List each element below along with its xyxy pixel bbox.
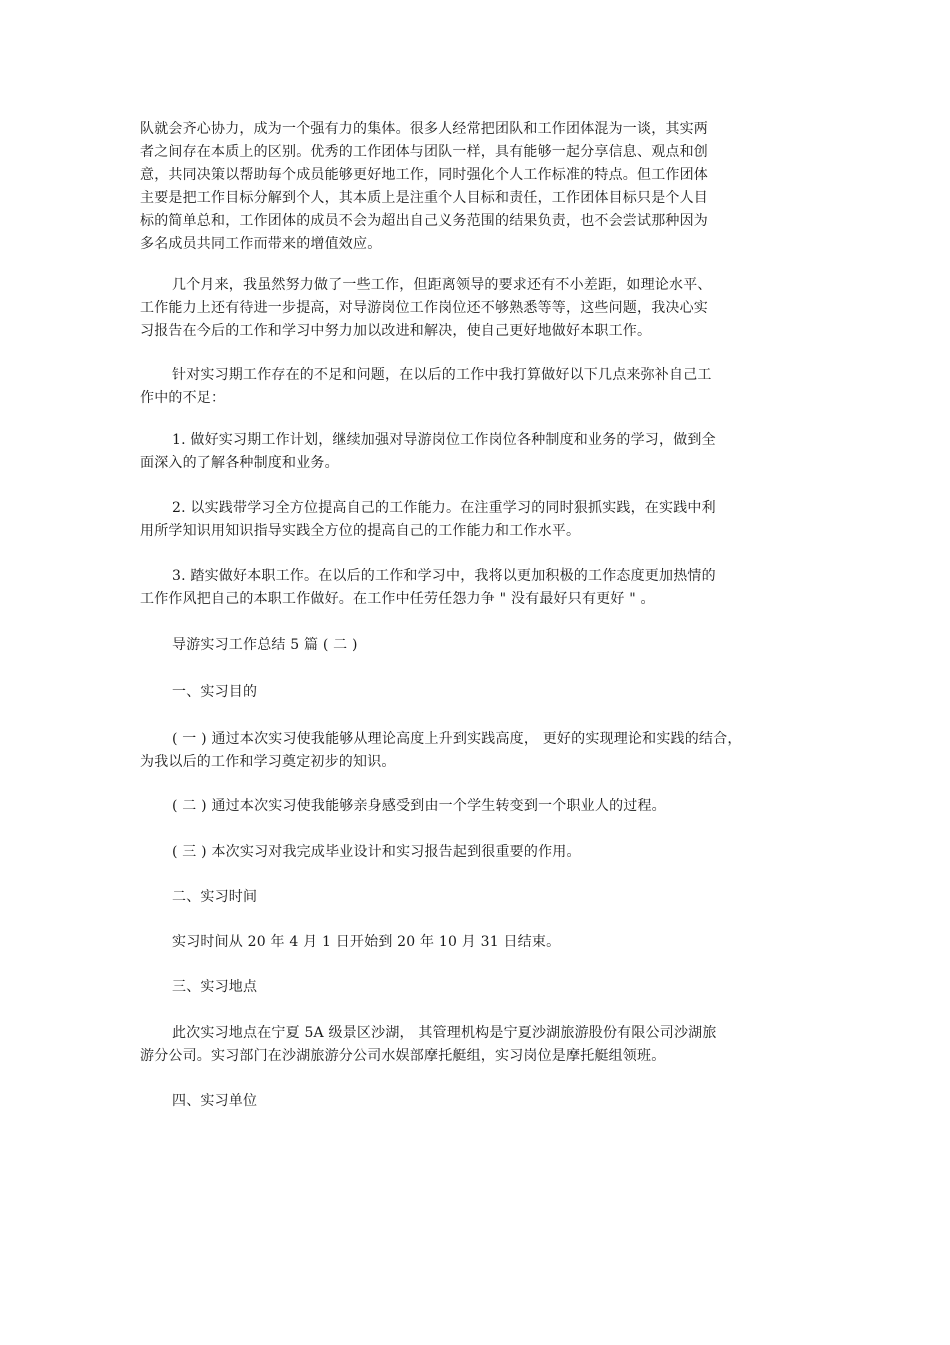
- paragraph-line: 实习时间从 20 年 4 月 1 日开始到 20 年 10 月 31 日结束。: [172, 934, 561, 950]
- paragraph-line: 此次实习地点在宁夏 5A 级景区沙湖， 其管理机构是宁夏沙湖旅游股份有限公司沙湖旅: [172, 1025, 717, 1041]
- paragraph-line: 针对实习期工作存在的不足和问题，在以后的工作中我打算做好以下几点来弥补自己工: [172, 367, 712, 383]
- section-heading: 一、实习目的: [172, 684, 258, 700]
- paragraph-line: 意，共同决策以帮助每个成员能够更好地工作，同时强化个人工作标准的特点。但工作团体: [140, 167, 708, 183]
- list-item-line: ( 二 ) 通过本次实习使我能够亲身感受到由一个学生转变到一个职业人的过程。: [172, 798, 666, 814]
- list-item-line: 用所学知识用知识指导实践全方位的提高自己的工作能力和工作水平。: [140, 523, 581, 539]
- list-item-line: 3. 踏实做好本职工作。在以后的工作和学习中，我将以更加积极的工作态度更加热情的: [172, 568, 716, 584]
- section-heading: 四、实习单位: [172, 1093, 258, 1109]
- list-item-line: 面深入的了解各种制度和业务。: [140, 455, 339, 471]
- paragraph-line: 者之间存在本质上的区别。优秀的工作团体与团队一样，具有能够一起分享信息、观点和创: [140, 144, 708, 160]
- paragraph-line: 队就会齐心协力，成为一个强有力的集体。很多人经常把团队和工作团体混为一谈，其实两: [140, 121, 708, 137]
- paragraph-line: 主要是把工作目标分解到个人，其本质上是注重个人目标和责任，工作团体目标只是个人目: [140, 190, 708, 206]
- list-item-line: 1. 做好实习期工作计划，继续加强对导游岗位工作岗位各种制度和业务的学习，做到全: [172, 432, 716, 448]
- paragraph-line: 游分公司。实习部门在沙湖旅游分公司水娱部摩托艇组，实习岗位是摩托艇组领班。: [140, 1048, 666, 1064]
- list-item-line: 2. 以实践带学习全方位提高自己的工作能力。在注重学习的同时狠抓实践，在实践中利: [172, 500, 716, 516]
- list-item-line: 工作作风把自己的本职工作做好。在工作中任劳任怨力争 " 没有最好只有更好 " 。: [140, 591, 655, 607]
- paragraph-line: 工作能力上还有待进一步提高，对导游岗位工作岗位还不够熟悉等等，这些问题，我决心实: [140, 300, 708, 316]
- list-item-line: ( 一 ) 通过本次实习使我能够从理论高度上升到实践高度， 更好的实现理论和实践的结合，: [172, 731, 742, 747]
- paragraph-line: 多名成员共同工作而带来的增值效应。: [140, 236, 382, 252]
- section-title: 导游实习工作总结 5 篇 ( 二 ): [172, 637, 358, 653]
- paragraph-line: 几个月来，我虽然努力做了一些工作，但距离领导的要求还有不小差距，如理论水平、: [172, 277, 712, 293]
- section-heading: 二、实习时间: [172, 889, 258, 905]
- list-item-line: ( 三 ) 本次实习对我完成毕业设计和实习报告起到很重要的作用。: [172, 844, 581, 860]
- paragraph-line: 标的简单总和，工作团体的成员不会为超出自己义务范围的结果负责，也不会尝试那种因为: [140, 213, 708, 229]
- section-heading: 三、实习地点: [172, 979, 258, 995]
- paragraph-line: 习报告在今后的工作和学习中努力加以改进和解决，使自己更好地做好本职工作。: [140, 323, 652, 339]
- list-item-line: 为我以后的工作和学习奠定初步的知识。: [140, 754, 396, 770]
- paragraph-line: 作中的不足：: [140, 390, 226, 406]
